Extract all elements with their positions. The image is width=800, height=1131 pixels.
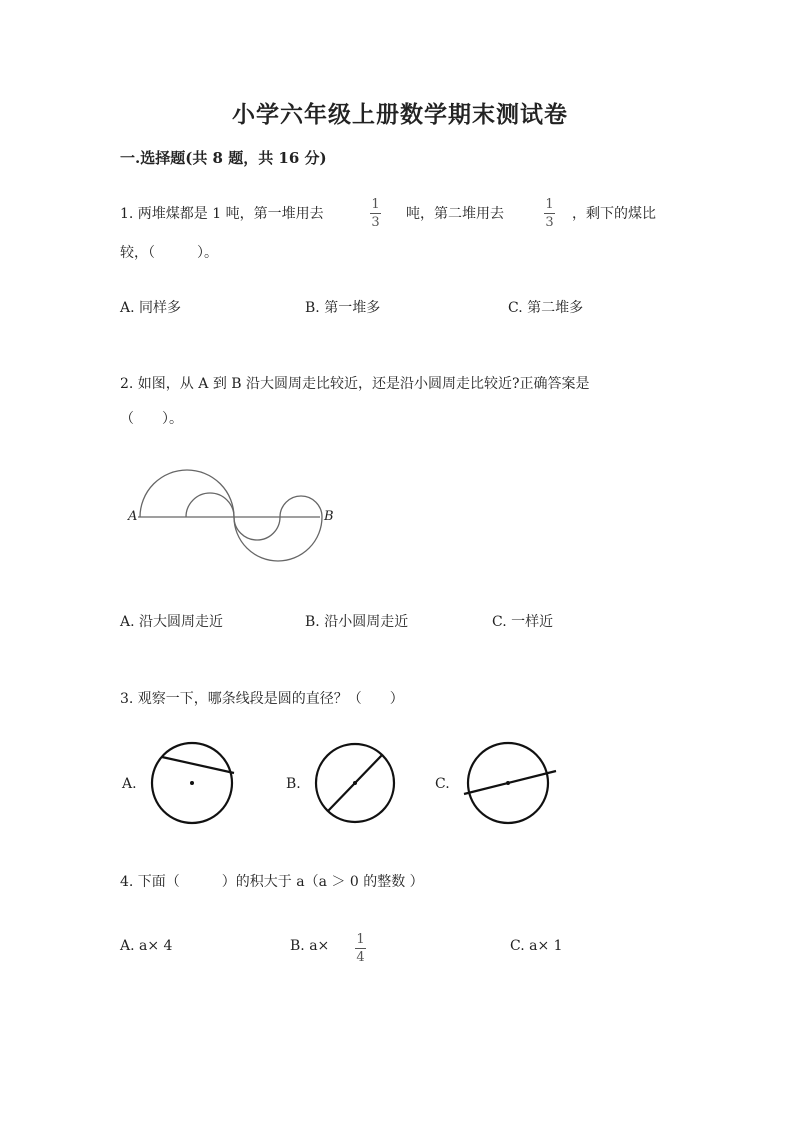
q4-option-b-fraction (355, 932, 366, 965)
semicircle-path-figure (120, 460, 350, 580)
q4-option-b: B. a× (290, 938, 330, 954)
secant-line (464, 771, 556, 794)
small-upper-arc-1 (186, 493, 234, 517)
q4-option-c: C. a× 1 (510, 938, 563, 954)
point-b-label: B (324, 509, 334, 524)
q1-option-b: B. 第一堆多 (305, 300, 381, 316)
circle-b-figure (312, 740, 402, 830)
small-lower-arc (234, 517, 280, 540)
q4-frac-denominator: 4 (356, 950, 365, 965)
center-point (506, 781, 510, 785)
center-point (190, 781, 194, 785)
q2-option-b: B. 沿小圆周走近 (305, 614, 409, 630)
q1-fraction-2 (544, 197, 555, 230)
q1-frac2-denominator: 3 (545, 215, 554, 230)
q2-option-a: A. 沿大圆周走近 (120, 614, 224, 630)
q2-option-c: C. 一样近 (492, 614, 554, 630)
q2-line-1: 2. 如图，从 A 到 B 沿大圆周走比较近，还是沿小圆周走比较近?正确答案是 (120, 376, 590, 392)
q4-line-1: 4. 下面（ ）的积大于 a（a ＞ 0 的整数 ） (120, 874, 424, 890)
large-lower-arc (234, 517, 322, 561)
q3-label-a: A. (122, 776, 137, 792)
q4-frac-numerator: 1 (356, 932, 365, 947)
small-upper-arc-2 (280, 496, 322, 517)
q3-line-1: 3. 观察一下，哪条线段是圆的直径？（ ） (120, 691, 404, 707)
q2-line-2: （ ）。 (120, 411, 183, 427)
section-heading: 一.选择题(共 8 题，共 16 分) (120, 149, 327, 167)
q1-text-a: 1. 两堆煤都是 1 吨，第一堆用去 (120, 206, 324, 222)
q3-label-b: B. (286, 776, 301, 792)
q3-label-c: C. (435, 776, 450, 792)
q1-option-a: A. 同样多 (120, 300, 182, 316)
center-point (353, 781, 357, 785)
q4-option-a: A. a× 4 (120, 938, 173, 954)
q1-text-c: ，剩下的煤比 (572, 206, 656, 222)
q1-frac1-denominator: 3 (371, 215, 380, 230)
q1-frac1-numerator: 1 (371, 197, 380, 212)
circle-c-figure (462, 740, 562, 830)
point-a-label: A (128, 509, 138, 524)
q1-frac2-numerator: 1 (545, 197, 554, 212)
circle-a-figure (148, 740, 244, 830)
q1-line-2: 较，（ ）。 (120, 245, 218, 261)
page-title: 小学六年级上册数学期末测试卷 (232, 101, 568, 128)
q1-option-c: C. 第二堆多 (508, 300, 584, 316)
q1-text-b: 吨，第二堆用去 (406, 206, 504, 222)
q1-fraction-1 (370, 197, 381, 230)
